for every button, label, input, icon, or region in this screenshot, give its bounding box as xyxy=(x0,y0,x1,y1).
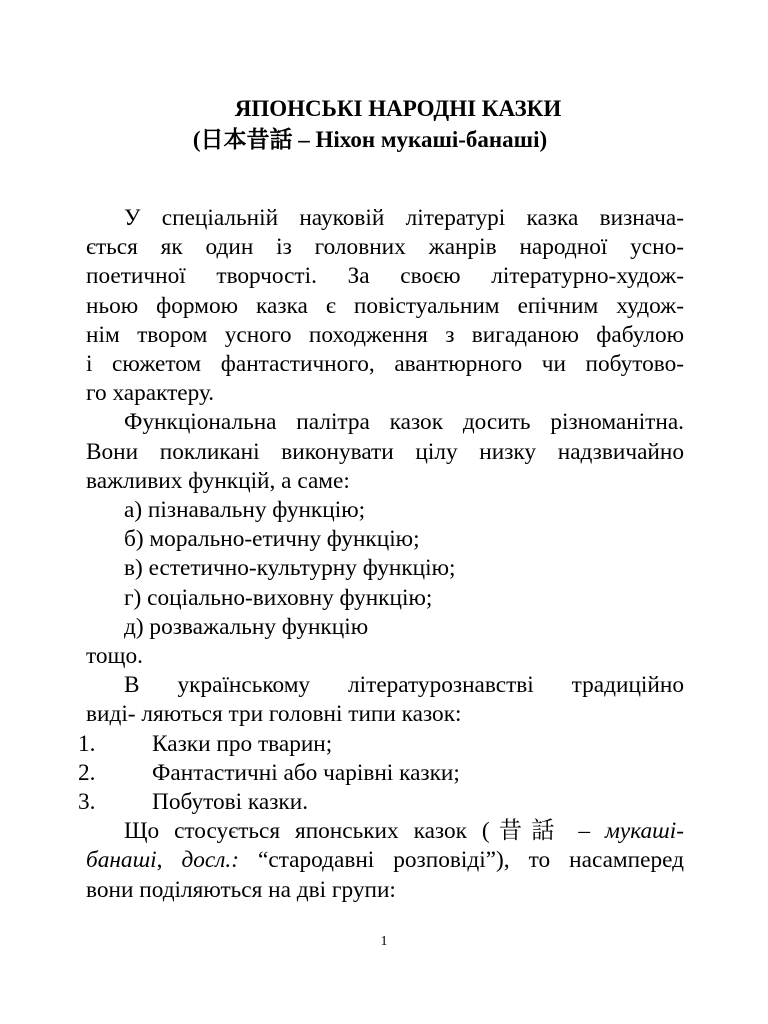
paragraph-functions xyxy=(86,408,684,496)
document-subtitle: (日本昔話 – Ніхон мукаші-банаші) xyxy=(192,127,548,152)
text-line: ньою формою казка є повістуальним епічним худож- xyxy=(86,292,684,319)
list-item: г) соціально-виховну функцію; xyxy=(124,584,433,611)
text-line: вони поділяються на дві групи: xyxy=(86,876,396,903)
item-number: 1. xyxy=(78,730,96,757)
list-item: в) естетично-культурну функцію; xyxy=(124,555,456,582)
text-fragment: Що стосується японських казок (昔話 – xyxy=(124,818,605,845)
text-line: У спеціальній науковій літературі казка визнача- xyxy=(124,205,684,231)
types-list xyxy=(78,730,684,818)
page-number: 1 xyxy=(380,934,388,949)
paragraph-types xyxy=(86,671,684,729)
text-line: В українському літературознавстві традиційно xyxy=(124,672,684,699)
document-title: ЯПОНСЬКІ НАРОДНІ КАЗКИ xyxy=(234,96,562,121)
list-item: б) морально-етичну функцію; xyxy=(124,526,420,553)
text-line: тощо. xyxy=(86,643,143,670)
functions-list xyxy=(86,496,684,671)
text-line: важливих функцій, а саме: xyxy=(86,467,350,494)
italic-term: банаші xyxy=(86,847,157,874)
text-line: виді- ляються три головні типи казок: xyxy=(86,701,462,728)
text-line: Вони покликані виконувати цілу низку надзвичайно xyxy=(86,438,684,465)
text-line: нім твором усного походження з вигаданою фабулою xyxy=(86,321,684,348)
item-number: 2. xyxy=(78,759,96,786)
item-text: Побутові казки. xyxy=(152,789,309,816)
italic-term: мукаші- xyxy=(605,818,684,845)
list-item: д) розважальну функцію xyxy=(124,613,369,640)
item-text: Казки про тварин; xyxy=(152,730,333,757)
item-number: 3. xyxy=(78,789,96,816)
text-fragment: , xyxy=(156,847,182,874)
text-line: Функціональна палітра казок досить різноманітна. xyxy=(124,409,684,436)
list-item: а) пізнавальну функцію; xyxy=(124,497,366,524)
text-line xyxy=(86,846,684,875)
text-line: і сюжетом фантастичного, авантюрного чи побутово- xyxy=(86,351,684,378)
paragraph-japanese-tales xyxy=(86,817,684,905)
document-body xyxy=(78,204,684,905)
numbered-item xyxy=(78,788,684,817)
item-text: Фантастичні або чарівні казки; xyxy=(152,759,460,786)
text-line: поетичної творчості. За своєю літературно-худож- xyxy=(86,263,684,290)
text-line: го характеру. xyxy=(86,380,215,407)
numbered-item xyxy=(78,759,684,788)
numbered-item xyxy=(78,730,684,759)
paragraph-definition xyxy=(86,204,684,408)
text-fragment: “стародавні розповіді”), то насамперед xyxy=(239,847,684,874)
text-line: ється як один із головних жанрів народної усно- xyxy=(86,234,684,261)
italic-abbreviation: досл.: xyxy=(181,847,239,874)
text-line xyxy=(86,817,684,846)
